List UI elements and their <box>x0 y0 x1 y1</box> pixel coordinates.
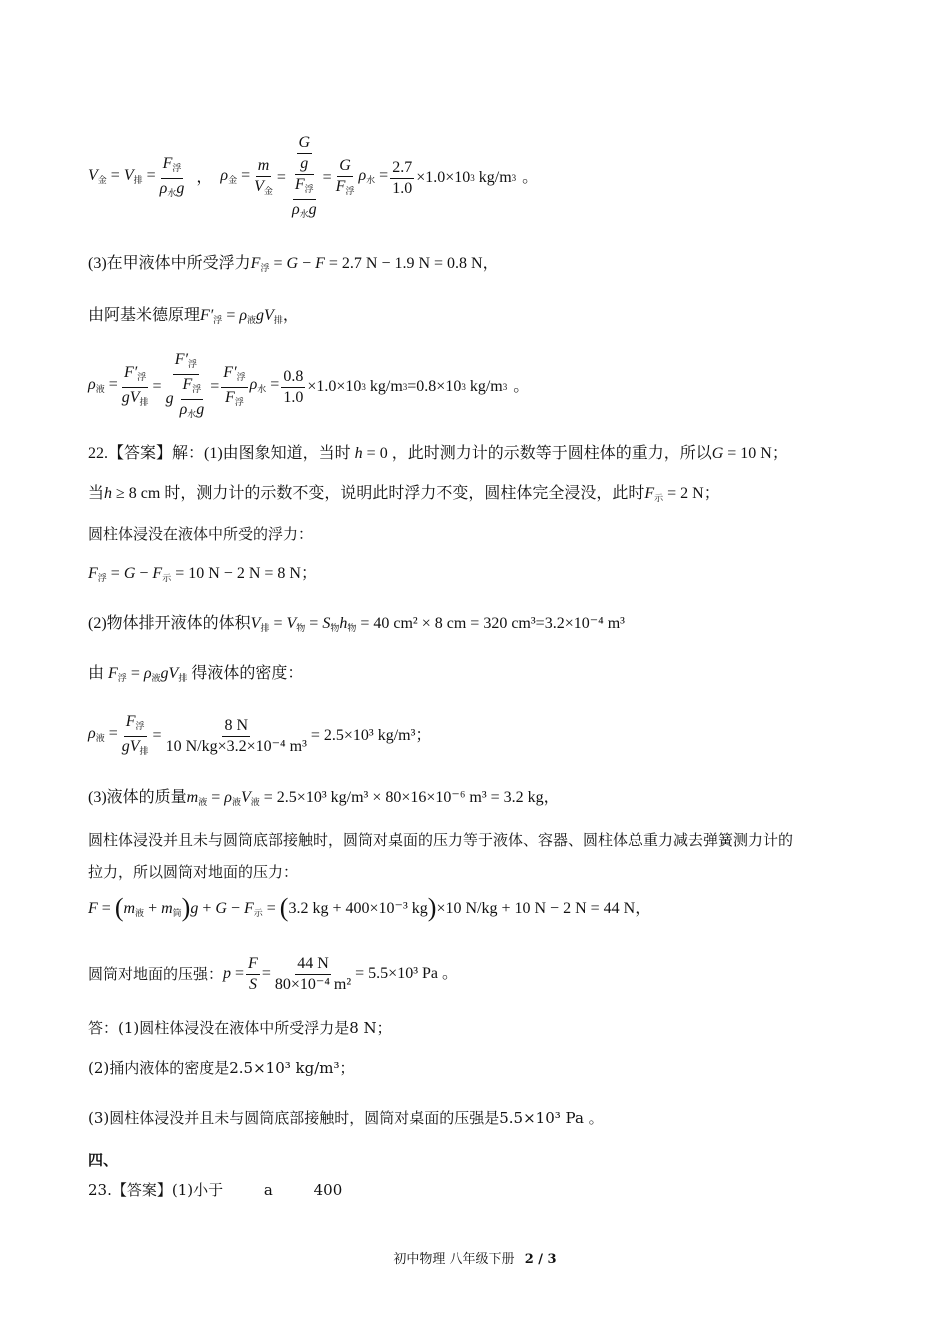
q22-mass-line: (3)液体的质量$m_液 = \rho_液V_液 = 2.5\times 10^3$ kg/m³ × 80×16×10⁻⁶ m³ = 3.2 kg， <box>88 789 560 807</box>
q22-force-formula: $F = (m_液 + m_筒)g + G - F_示 = (3.2$ kg + 400×10⁻³ kg)×10 N/kg + 10 N − 2 N = 44 N， <box>88 893 652 922</box>
q22-explanation-line-1: 圆柱体浸没并且未与圆筒底部接触时，圆筒对桌面的压力等于液体、容器、圆柱体总重力减去弹簧测力计的 <box>88 831 794 849</box>
q21-part3-line: (3)在甲液体中所受浮力$F_浮 = G - F = 2.7$ N − 1.9 N = 0.8 N， <box>88 255 499 273</box>
q23-answer-line: 23.【答案】(1)小于 a 400 <box>88 1181 343 1199</box>
q22-line-2: 当h ≥ 8 cm 时，测力计的示数不变，说明此时浮力不变，圆柱体完全浸没，此时$F_示 = 2$ N； <box>88 485 720 503</box>
q22-volume-line: (2)物体排开液体的体积$V_排 = V_物 = S_物h_物 = 40$ cm² × 8 cm = 320 cm³=3.2×10⁻⁴ m³ <box>88 615 625 633</box>
q21-archimedes-line: 由阿基米德原理$F'_浮 = \rho_液gV_排$， <box>88 307 299 325</box>
q22-buoyancy-formula: $F_浮 = G - F_示 = 10$ N − 2 N = 8 N； <box>88 565 317 583</box>
footer-title: 初中物理 八年级下册 <box>393 1252 515 1267</box>
section-4-heading: 四、 <box>88 1151 119 1169</box>
q21-density-line: $\rho_液$ = $\frac{F'_浮}{gV_排}$ = $F'_浮$ g $\frac{F_浮}{\rho_水g}$ = $\frac{F'_浮}{F_浮}$ $\rho_水$ = $\frac{0.8}{1.0}$ ×1.0×10 3 kg/m 3 =0.8×10 3 kg/m 3 。 <box>88 351 530 419</box>
q21-formula-line-1: $V_金 = V_排$ = $\frac{F_浮}{\rho_水g}$ ， $\rho_金$ = $\frac{m}{V_金}$ = $\frac{\frac{G}{g}}{\frac{F_浮}{\rho_水g}}$ = $\frac{G}{F_浮}$ $\rho_水$ = $\frac{2.7}{1.0}$ ×1.0×10 3 kg/m 3 。 <box>88 133 539 219</box>
page-footer <box>0 1248 950 1267</box>
q22-line-1: 22.【答案】解：(1)由图象知道，当时 h = 0 ，此时测力计的示数等于圆柱体的重力，所以G = 10 N； <box>88 445 788 462</box>
q22-line-3: 圆柱体浸没在液体中所受的浮力： <box>88 525 314 543</box>
q22-explanation-line-2: 拉力，所以圆筒对地面的压力： <box>88 863 299 881</box>
q22-answer-1: 答：(1)圆柱体浸没在液体中所受浮力是8 N； <box>88 1019 392 1037</box>
q22-answer-2: (2)捅内液体的密度是2.5×10³ kg/m³； <box>88 1059 355 1077</box>
q22-density-intro: 由 $F_浮 = \rho_液gV_排$ 得液体的密度： <box>88 665 304 683</box>
page-number: 2 / 3 <box>524 1252 557 1267</box>
q22-pressure-line: 圆筒对地面的压强： p = $\frac{F}{S}$ = $\frac{44 N}{\text{80×10⁻⁴ m²}}$ = 5.5×10³ Pa 。 <box>88 954 459 993</box>
q22-density-formula: $\rho_液$ = $\frac{F_浮}{gV_排}$ = $\frac{8 N}{\text{10 N/kg×3.2×10⁻⁴ m³}}$ = 2.5×10³ kg/m³； <box>88 712 432 756</box>
q22-answer-3: (3)圆柱体浸没并且未与圆筒底部接触时，圆筒对桌面的压强是5.5×10³ Pa 。 <box>88 1109 604 1127</box>
